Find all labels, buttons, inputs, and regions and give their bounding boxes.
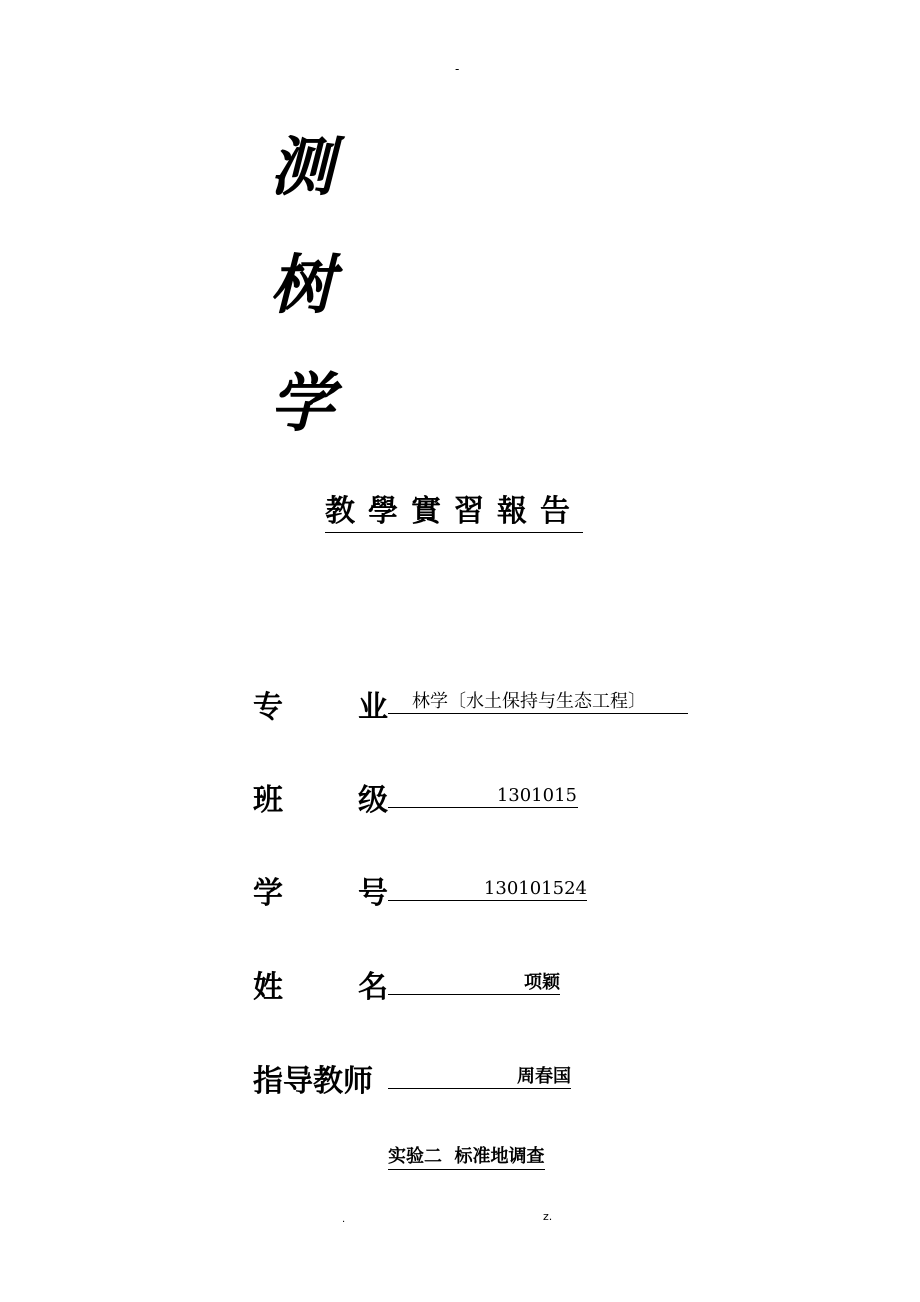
student-id-value-text: 130101524	[483, 878, 587, 899]
class-label	[253, 775, 388, 819]
name-value-text: 项颖	[524, 972, 560, 993]
title-char-3: 学	[270, 366, 334, 441]
class-label-char-2: 级	[358, 783, 388, 818]
advisor-value	[388, 1065, 571, 1089]
student-id-value	[388, 877, 587, 901]
major-label	[253, 682, 388, 726]
student-id-label-char-1: 学	[253, 876, 283, 911]
student-id-label	[253, 868, 388, 912]
major-value-text: 林学〔水土保持与生态工程〕	[412, 691, 646, 712]
experiment-title: 实验二 标准地调查	[388, 1142, 545, 1170]
footer-left-mark: .	[342, 1214, 346, 1225]
name-label-char-1: 姓	[253, 970, 283, 1005]
advisor-label	[253, 1056, 388, 1100]
name-label-char-2: 名	[358, 970, 388, 1005]
report-subtitle: 教學實習報告	[325, 486, 583, 533]
title-char-2: 树	[270, 248, 334, 323]
class-value-text: 1301015	[496, 785, 577, 806]
header-mark: -	[455, 62, 460, 76]
title-char-1: 测	[270, 130, 334, 205]
footer-right-mark: z.	[543, 1210, 553, 1223]
advisor-value-text: 周春国	[517, 1066, 571, 1087]
major-label-char-1: 专	[253, 690, 283, 725]
class-value	[388, 784, 578, 808]
advisor-label-text: 指导教师	[253, 1064, 373, 1099]
major-value	[388, 690, 688, 714]
name-label	[253, 962, 388, 1006]
student-id-label-char-2: 号	[358, 876, 388, 911]
name-value	[388, 971, 560, 995]
class-label-char-1: 班	[253, 783, 283, 818]
major-label-char-2: 业	[358, 690, 388, 725]
